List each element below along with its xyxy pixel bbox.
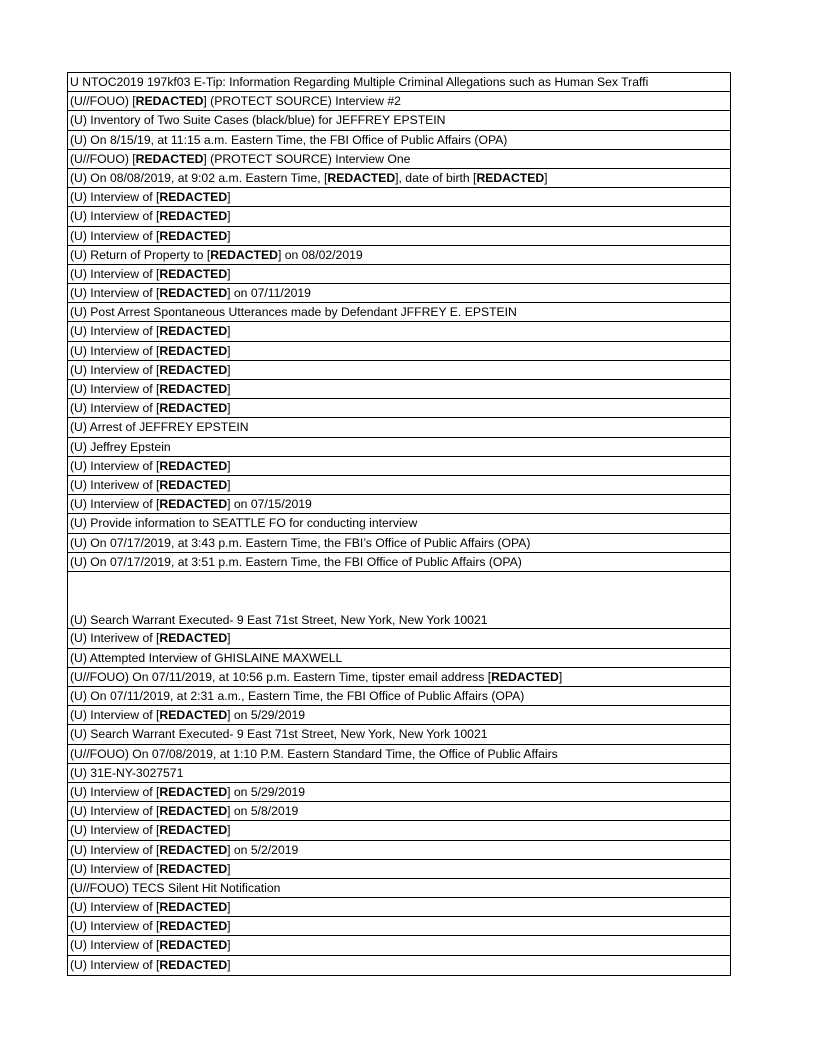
row-text: (U) Interview of [ (70, 957, 160, 972)
row-text: ] on 5/29/2019 (227, 784, 306, 799)
row-text: (U) On 8/15/19, at 11:15 a.m. Eastern Time, the FBI Office of Public Affairs (OPA) (70, 132, 508, 147)
table-row (68, 457, 730, 476)
row-text: (U) Interview of [ (70, 209, 160, 224)
row-text: (U) Provide information to SEATTLE FO for conducting interview (70, 516, 418, 531)
table-row (68, 783, 730, 802)
table-row (68, 438, 730, 457)
row-text: ] on 5/29/2019 (227, 708, 306, 723)
table-row (68, 322, 730, 341)
row-text: (U) Interview of [ (70, 842, 160, 857)
row-text: ] (PROTECT SOURCE) Interview One (203, 151, 411, 166)
row-text: ] (227, 228, 231, 243)
row-text: ] (227, 631, 231, 646)
table-row (68, 706, 730, 725)
table-row (68, 879, 730, 898)
row-text: (U) Interivew of [ (70, 477, 160, 492)
row-text: ], date of birth [ (395, 170, 477, 185)
table-row (68, 745, 730, 764)
table-row (68, 936, 730, 955)
row-text: ] on 07/15/2019 (227, 497, 312, 512)
row-text: (U) Interview of [ (70, 919, 160, 934)
row-text: (U) Interview of [ (70, 823, 160, 838)
row-text: ] on 07/11/2019 (227, 286, 311, 301)
table-row (68, 169, 730, 188)
redacted-marker: REDACTED (159, 343, 228, 358)
row-text: (U) On 07/17/2019, at 3:51 p.m. Eastern Time, the FBI Office of Public Affairs (OPA) (70, 554, 522, 569)
row-text: ] (227, 900, 231, 915)
row-text: (U) Interview of [ (70, 362, 160, 377)
row-text: (U) Interview of [ (70, 708, 160, 723)
table-row (68, 956, 730, 975)
table-row (68, 649, 730, 668)
table-row (68, 227, 730, 246)
table-row (68, 514, 730, 533)
row-text: (U) Interview of [ (70, 228, 160, 243)
row-text: ] (227, 938, 231, 953)
row-text: ] (227, 919, 231, 934)
table-row (68, 188, 730, 207)
row-text: ] (227, 957, 231, 972)
row-text: U NTOC2019 197kf03 E-Tip: Information Regarding Multiple Criminal Allegations such as Human Sex Traffi (70, 75, 649, 89)
table-row (68, 553, 730, 572)
row-text: ] (558, 669, 563, 684)
table-row (68, 534, 730, 553)
redacted-marker: REDACTED (159, 919, 228, 934)
row-text: (U) Interview of [ (70, 458, 160, 473)
redacted-marker: REDACTED (159, 324, 228, 339)
redacted-marker: REDACTED (159, 286, 228, 301)
table-row (68, 246, 730, 265)
row-text: (U) Interview of [ (70, 861, 160, 876)
row-text: (U) 31E-NY-3027571 (70, 765, 184, 780)
row-text: (U) Interview of [ (70, 784, 160, 799)
row-text: (U) Post Arrest Spontaneous Utterances made by Defendant JFFREY E. EPSTEIN (70, 305, 517, 320)
table-row (68, 476, 730, 495)
row-text: (U) Interview of [ (70, 382, 160, 396)
redacted-marker: REDACTED (159, 938, 228, 953)
redacted-marker: REDACTED (159, 784, 228, 799)
table-row (68, 898, 730, 917)
row-text: (U) On 08/08/2019, at 9:02 a.m. Eastern Time, [ (70, 170, 328, 185)
row-text: ] (227, 343, 231, 358)
table-row (68, 150, 730, 169)
table-row (68, 265, 730, 284)
row-text: ] on 08/02/2019 (277, 247, 363, 262)
redacted-marker: REDACTED (210, 247, 278, 262)
table-row (68, 495, 730, 514)
redacted-marker: REDACTED (476, 170, 545, 185)
table-row (68, 860, 730, 879)
row-text: (U//FOUO) TECS Silent Hit Notification (70, 880, 281, 895)
row-text: (U) Arrest of JEFFREY EPSTEIN (70, 420, 249, 435)
row-text: ] (227, 266, 231, 281)
row-text: ] (227, 861, 231, 876)
row-text: (U) On 07/17/2019, at 3:43 p.m. Eastern Time, the FBI’s Office of Public Affairs (OPA) (70, 535, 531, 550)
row-text: (U) Interview of [ (70, 286, 160, 301)
redacted-marker: REDACTED (159, 228, 228, 243)
redacted-marker: REDACTED (159, 209, 228, 224)
table-row (68, 111, 730, 130)
row-text: (U) Interview of [ (70, 266, 160, 281)
table-row (68, 917, 730, 936)
table-row (68, 802, 730, 821)
redacted-marker: REDACTED (159, 708, 228, 723)
table-row (68, 284, 730, 303)
redacted-marker: REDACTED (159, 190, 228, 205)
redacted-marker: REDACTED (159, 804, 228, 819)
table-row (68, 687, 730, 706)
row-text: (U) Interview of [ (70, 497, 160, 512)
redacted-marker: REDACTED (159, 842, 228, 857)
table-row (68, 73, 730, 92)
row-text: ] (227, 382, 231, 396)
redacted-marker: REDACTED (135, 94, 204, 109)
redacted-marker: REDACTED (159, 497, 228, 512)
table-row (68, 841, 730, 860)
row-text: ] (227, 190, 231, 205)
redacted-marker: REDACTED (159, 266, 228, 281)
row-text: (U) Attempted Interview of GHISLAINE MAXWELL (70, 650, 343, 665)
table-row (68, 380, 730, 399)
row-text: ] (227, 209, 231, 224)
redacted-marker: REDACTED (159, 861, 228, 876)
table-row (68, 131, 730, 150)
redacted-marker: REDACTED (159, 362, 228, 377)
row-text: (U) Interview of [ (70, 900, 160, 915)
row-text: (U) Interview of [ (70, 938, 160, 953)
redacted-marker: REDACTED (159, 458, 228, 473)
row-text: (U) Return of Property to [ (70, 247, 211, 262)
row-text: (U) Interview of [ (70, 324, 160, 339)
row-text: (U//FOUO) [ (70, 94, 136, 109)
redacted-marker: REDACTED (135, 151, 204, 166)
redacted-marker: REDACTED (159, 401, 228, 416)
row-text: ] (227, 362, 231, 377)
row-text: ] (227, 823, 231, 838)
row-text: (U//FOUO) [ (70, 151, 136, 166)
table-row (68, 725, 730, 744)
table-row (68, 821, 730, 840)
redacted-marker: REDACTED (159, 477, 228, 492)
redacted-marker: REDACTED (159, 900, 228, 915)
redacted-marker: REDACTED (159, 957, 228, 972)
redacted-marker: REDACTED (159, 823, 228, 838)
row-text: ] (PROTECT SOURCE) Interview #2 (203, 94, 401, 109)
row-text: (U) Inventory of Two Suite Cases (black/blue) for JEFFREY EPSTEIN (70, 113, 446, 128)
row-text: ] (227, 401, 231, 416)
row-text: ] on 5/2/2019 (227, 842, 299, 857)
table-row (68, 629, 730, 648)
redacted-marker: REDACTED (491, 669, 559, 684)
table-row (68, 399, 730, 418)
row-text: ] (544, 170, 548, 185)
table-row (68, 207, 730, 226)
row-text: (U//FOUO) On 07/08/2019, at 1:10 P.M. Eastern Standard Time, the Office of Public Affairs (70, 746, 558, 761)
row-text: (U) Search Warrant Executed- 9 East 71st Street, New York, New York 10021 (70, 612, 488, 627)
table-row (68, 303, 730, 322)
row-text: (U//FOUO) On 07/11/2019, at 10:56 p.m. Eastern Time, tipster email address [ (70, 669, 492, 684)
row-text: (U) Search Warrant Executed- 9 East 71st Street, New York, New York 10021 (70, 727, 488, 742)
row-text: (U) Interview of [ (70, 401, 160, 416)
table-row (68, 668, 730, 687)
document-table (67, 72, 731, 976)
row-text: (U) Jeffrey Epstein (70, 439, 171, 454)
redacted-marker: REDACTED (159, 382, 228, 396)
table-row (68, 92, 730, 111)
table-row (68, 418, 730, 437)
table-row (68, 342, 730, 361)
row-text: (U) Interivew of [ (70, 631, 160, 646)
row-text: ] (227, 477, 231, 492)
row-text: ] (227, 458, 231, 473)
row-text: ] (227, 324, 231, 339)
redacted-marker: REDACTED (327, 170, 396, 185)
redacted-marker: REDACTED (159, 631, 228, 646)
row-text: (U) Interview of [ (70, 343, 160, 358)
row-text: (U) Interview of [ (70, 804, 160, 819)
row-text: (U) On 07/11/2019, at 2:31 a.m., Eastern Time, the FBI Office of Public Affairs (OPA) (70, 689, 525, 704)
row-text: ] on 5/8/2019 (227, 804, 299, 819)
row-text: (U) Interview of [ (70, 190, 160, 205)
table-row (68, 361, 730, 380)
table-row (68, 764, 730, 783)
table-row (68, 572, 730, 630)
